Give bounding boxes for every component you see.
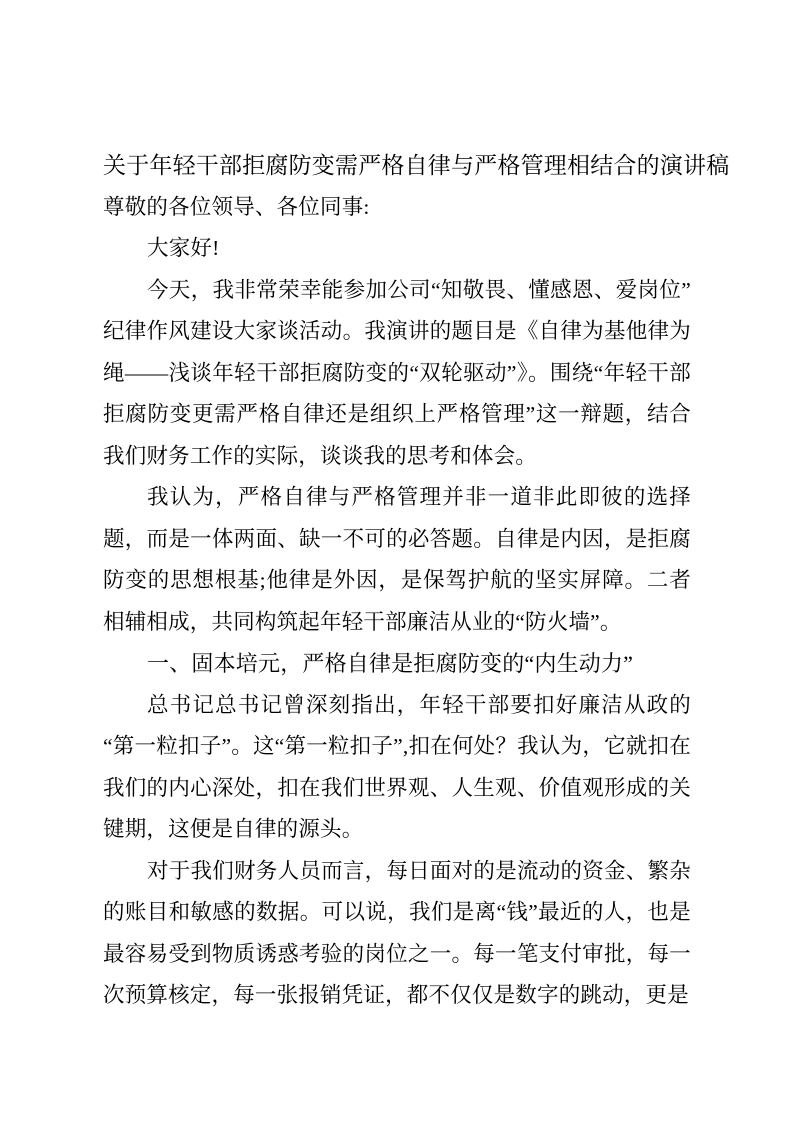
section-1-heading: 一、固本培元，严格自律是拒腐防变的“内生动力” — [147, 651, 634, 676]
paragraph-finance: 对于我们财务人员而言，每日面对的是流动的资金、繁杂的账目和敏感的数据。可以说，我们是离“钱”最近的人，也是最容易受到物质诱惑考验的岗位之一。每一笔支付审批，每一次预算核定，每一张报销凭证，都不仅仅是数字的跳动，更是 — [103, 858, 691, 1007]
document-content — [103, 145, 730, 1017]
salutation-line: 尊敬的各位领导、各位同事: — [103, 194, 370, 219]
document-title: 关于年轻干部拒腐防变需严格自律与严格管理相结合的演讲稿 — [103, 153, 730, 178]
greeting-line: 大家好! — [147, 236, 220, 260]
paragraph-thesis: 我认为，严格自律与严格管理并非一道非此即彼的选择题，而是一体两面、缺一不可的必答题。自律是内因，是拒腐防变的思想根基;他律是外因，是保驾护航的坚实屏障。二者相辅相成，共同构筑起年轻干部廉洁从业的“防火墙”。 — [103, 485, 691, 634]
paragraph-first-button: 总书记总书记曾深刻指出，年轻干部要扣好廉洁从政的“第一粒扣子”。这“第一粒扣子”,扣在何处？我认为，它就扣在我们的内心深处，扣在我们世界观、人生观、价值观形成的关键期，这便是自律的源头。 — [103, 692, 691, 841]
paragraph-opening: 今天，我非常荣幸能参加公司“知敬畏、懂感恩、爱岗位”纪律作风建设大家谈活动。我演讲的题目是《自律为基他律为绳——浅谈年轻干部拒腐防变的“双轮驱动”》。围绕“年轻干部拒腐防变更需严格自律还是组织上严格管理”这一辩题，结合我们财务工作的实际，谈谈我的思考和体会。 — [103, 277, 691, 468]
